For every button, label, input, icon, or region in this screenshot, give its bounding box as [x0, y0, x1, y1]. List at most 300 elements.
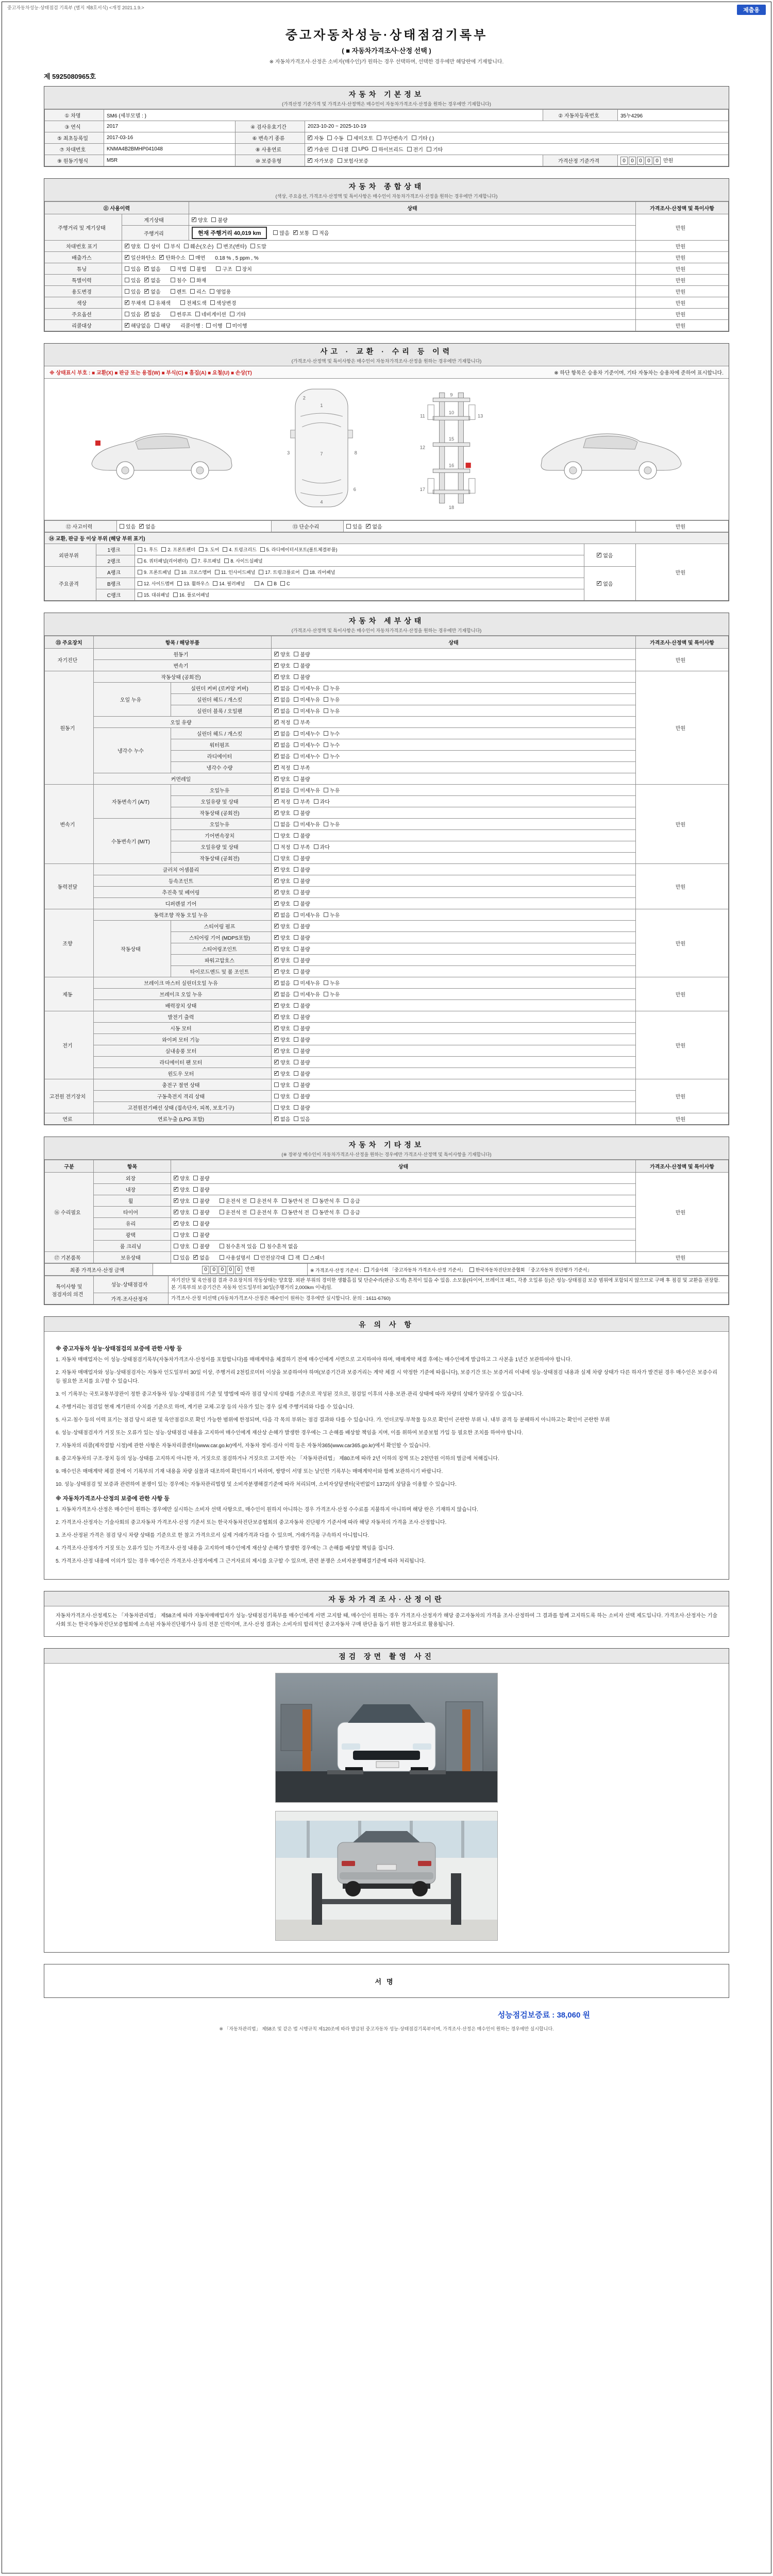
- cell: [171, 943, 272, 955]
- checkbox-icon: [274, 878, 279, 883]
- checkbox-option[interactable]: [294, 798, 310, 805]
- checkbox-option[interactable]: [294, 1104, 310, 1111]
- checkbox-option[interactable]: [149, 299, 171, 307]
- checkbox-option[interactable]: [338, 157, 368, 164]
- checkbox-option[interactable]: [171, 276, 187, 284]
- checkbox-icon: [274, 980, 279, 985]
- checkbox-option[interactable]: [274, 1070, 290, 1077]
- checkbox-option[interactable]: [324, 741, 340, 749]
- checkbox-option[interactable]: [193, 1208, 209, 1216]
- checkbox-icon: [294, 946, 298, 951]
- checkbox-option[interactable]: [280, 581, 290, 586]
- checkbox-label: 있음: [180, 1256, 190, 1262]
- checkbox-option[interactable]: [139, 522, 155, 530]
- checkbox-option[interactable]: [174, 1185, 190, 1193]
- checkbox-option[interactable]: [324, 752, 340, 760]
- checkbox-option[interactable]: [274, 956, 290, 964]
- checkbox-option[interactable]: [294, 1002, 310, 1009]
- checkbox-option[interactable]: [216, 265, 232, 273]
- checkbox-option[interactable]: [274, 1036, 290, 1043]
- checkbox-option[interactable]: [294, 764, 310, 771]
- amount-digit: 0: [210, 1266, 217, 1274]
- checkbox-label: 양호: [180, 1233, 190, 1239]
- cell: [636, 1173, 729, 1252]
- checkbox-option[interactable]: [327, 134, 343, 142]
- checkbox-option[interactable]: [274, 684, 290, 692]
- checkbox-option[interactable]: [213, 580, 245, 587]
- checkbox-option[interactable]: [174, 1174, 190, 1182]
- checkbox-option[interactable]: [597, 551, 613, 559]
- checkbox-option[interactable]: [174, 1253, 190, 1261]
- checkbox-option[interactable]: [274, 798, 290, 805]
- checkbox-option[interactable]: [144, 287, 160, 295]
- checkbox-label: 6. 쿼터패널(리어펜더): [144, 558, 188, 564]
- checkbox-option[interactable]: [206, 321, 222, 329]
- checkbox-option[interactable]: [171, 265, 187, 273]
- checkbox-option[interactable]: [164, 242, 180, 250]
- checkbox-option[interactable]: [210, 287, 231, 295]
- checkbox-option[interactable]: [190, 265, 206, 273]
- checkbox-option[interactable]: [274, 922, 290, 930]
- checkbox-icon: [199, 547, 204, 552]
- checkbox-group: [125, 287, 164, 296]
- checkbox-option[interactable]: [193, 1253, 209, 1261]
- checkbox-option[interactable]: [294, 707, 320, 715]
- checkbox-icon: [294, 720, 298, 724]
- checkbox-option[interactable]: [195, 310, 226, 318]
- checkbox-option[interactable]: [294, 832, 310, 839]
- checkbox-option[interactable]: [274, 786, 290, 794]
- table-row: [45, 875, 729, 887]
- cell: [94, 909, 272, 921]
- checkbox-option[interactable]: [377, 134, 408, 142]
- checkbox-option[interactable]: [324, 707, 340, 715]
- checkbox-option[interactable]: [144, 276, 160, 284]
- checkbox-option[interactable]: [294, 650, 310, 658]
- checkbox-option[interactable]: [210, 299, 237, 307]
- cell: [45, 1011, 94, 1079]
- checkbox-option[interactable]: [294, 979, 320, 987]
- checkbox-option[interactable]: [274, 968, 290, 975]
- cell: [45, 649, 94, 671]
- checkbox-option[interactable]: [427, 145, 443, 153]
- checkbox-option[interactable]: [161, 546, 195, 553]
- checkbox-option[interactable]: [274, 673, 290, 681]
- cell: [635, 544, 728, 601]
- checkbox-option[interactable]: [294, 956, 310, 964]
- checkbox-option[interactable]: [273, 229, 289, 236]
- checkbox-option[interactable]: [260, 546, 338, 553]
- checkbox-option[interactable]: [175, 569, 211, 575]
- legend-note: ※ 하단 항목은 승용차 기준이며, 기타 자동차는 승용차에 준하여 표시합니다.: [554, 370, 724, 377]
- checkbox-option[interactable]: [294, 696, 320, 703]
- checkbox-group: [220, 1242, 302, 1250]
- checkbox-option[interactable]: [469, 1266, 592, 1273]
- checkbox-group: [274, 854, 314, 862]
- checkbox-option[interactable]: [294, 1070, 310, 1077]
- checkbox-option[interactable]: [236, 265, 252, 273]
- checkbox-icon: [324, 992, 328, 996]
- checkbox-option[interactable]: [274, 990, 290, 998]
- checkbox-option[interactable]: [308, 157, 334, 164]
- checkbox-icon: [293, 230, 298, 235]
- checkbox-option[interactable]: [173, 591, 209, 598]
- checkbox-option[interactable]: [294, 662, 310, 669]
- checkbox-option[interactable]: [193, 1197, 209, 1205]
- checkbox-option[interactable]: [192, 216, 208, 224]
- checkbox-option[interactable]: [324, 696, 340, 703]
- checkbox-option[interactable]: [125, 265, 141, 273]
- cell: [122, 275, 636, 286]
- checkbox-option[interactable]: [294, 752, 320, 760]
- checkbox-icon: [274, 754, 279, 758]
- checkbox-option[interactable]: [120, 522, 136, 530]
- checkbox-option[interactable]: [313, 229, 329, 236]
- svg-text:8: 8: [355, 450, 358, 456]
- checkbox-option[interactable]: [274, 979, 290, 987]
- checkbox-option[interactable]: [274, 1081, 290, 1089]
- checkbox-label: 이행: [212, 324, 223, 330]
- checkbox-option[interactable]: [346, 522, 362, 530]
- checkbox-option[interactable]: [294, 843, 310, 851]
- cell-label: 차대번호 표기: [66, 244, 97, 250]
- checkbox-option[interactable]: [274, 1092, 290, 1100]
- checkbox-option[interactable]: [313, 1208, 340, 1216]
- checkbox-icon: [161, 547, 166, 552]
- checkbox-option[interactable]: [294, 786, 320, 794]
- cell: [636, 671, 729, 785]
- checkbox-option[interactable]: [125, 321, 151, 329]
- checkbox-option[interactable]: [293, 229, 309, 236]
- checkbox-option[interactable]: [274, 1104, 290, 1111]
- checkbox-option[interactable]: [294, 1092, 310, 1100]
- checkbox-option[interactable]: [274, 934, 290, 941]
- checkbox-label: 스패너: [309, 1256, 325, 1262]
- checkbox-option[interactable]: [274, 741, 290, 749]
- checkbox-option[interactable]: [138, 557, 188, 564]
- checkbox-option[interactable]: [259, 569, 299, 575]
- checkbox-option[interactable]: [274, 945, 290, 953]
- checkbox-option[interactable]: [274, 752, 290, 760]
- cell: [272, 909, 636, 921]
- cell: [171, 762, 272, 773]
- checkbox-option[interactable]: [254, 1253, 285, 1261]
- cell-label: 스티어링 펌프: [204, 924, 236, 930]
- checkbox-option[interactable]: [177, 580, 209, 587]
- checkbox-option[interactable]: [294, 673, 310, 681]
- checkbox-option[interactable]: [138, 591, 170, 598]
- checkbox-option[interactable]: [274, 730, 290, 737]
- checkbox-option[interactable]: [314, 798, 330, 805]
- checkbox-option[interactable]: [171, 310, 192, 318]
- checkbox-label: 양호: [280, 1106, 291, 1112]
- checkbox-option[interactable]: [138, 580, 174, 587]
- checkbox-option[interactable]: [217, 242, 246, 250]
- checkbox-option[interactable]: [255, 581, 264, 586]
- checkbox-option[interactable]: [294, 922, 310, 930]
- checkbox-option[interactable]: [193, 1242, 209, 1250]
- section-detail-header: [44, 613, 729, 636]
- checkbox-option[interactable]: [211, 216, 227, 224]
- checkbox-option[interactable]: [294, 809, 310, 817]
- checkbox-option[interactable]: [308, 134, 324, 142]
- checkbox-option[interactable]: [274, 775, 290, 783]
- checkbox-option[interactable]: [138, 546, 158, 553]
- checkbox-option[interactable]: [597, 580, 613, 587]
- checkbox-option[interactable]: [324, 684, 340, 692]
- checkbox-option[interactable]: [274, 900, 290, 907]
- checkbox-option[interactable]: [366, 522, 382, 530]
- table-row: [45, 660, 729, 671]
- cell-label: 라디에이터: [207, 754, 232, 760]
- checkbox-option[interactable]: [174, 1231, 190, 1239]
- checkbox-option[interactable]: [294, 1013, 310, 1021]
- checkbox-icon: [274, 924, 279, 928]
- checkbox-option[interactable]: [347, 134, 374, 142]
- checkbox-icon: [427, 147, 431, 151]
- checkbox-label: 영업용: [216, 290, 231, 296]
- checkbox-option[interactable]: [364, 1266, 466, 1273]
- checkbox-option[interactable]: [171, 287, 187, 295]
- signature-area[interactable]: [44, 1964, 729, 1997]
- checkbox-option[interactable]: [274, 854, 290, 862]
- checkbox-option[interactable]: [199, 546, 219, 553]
- checkbox-option[interactable]: [138, 569, 171, 575]
- checkbox-icon: [159, 255, 164, 260]
- checkbox-option[interactable]: [274, 1024, 290, 1032]
- checkbox-icon: [120, 524, 124, 529]
- checkbox-option[interactable]: [125, 253, 156, 261]
- checkbox-option[interactable]: [282, 1208, 309, 1216]
- checkbox-icon: [294, 1116, 298, 1121]
- checkbox-option[interactable]: [294, 900, 310, 907]
- checkbox-option[interactable]: [184, 242, 213, 250]
- checkbox-option[interactable]: [294, 741, 320, 749]
- checkbox-option[interactable]: [174, 1197, 190, 1205]
- checkbox-option[interactable]: [324, 730, 340, 737]
- checkbox-option[interactable]: [223, 546, 256, 553]
- cell: [272, 898, 636, 909]
- checkbox-option[interactable]: [274, 911, 290, 919]
- checkbox-option[interactable]: [230, 310, 246, 318]
- checkbox-option[interactable]: [304, 1253, 325, 1261]
- checkbox-option[interactable]: [274, 696, 290, 703]
- checkbox-option[interactable]: [267, 581, 277, 586]
- checkbox-option[interactable]: [294, 1115, 310, 1123]
- checkbox-option[interactable]: [294, 730, 320, 737]
- checkbox-option[interactable]: [294, 1081, 310, 1089]
- cell-label: ⑫ 사고이력: [65, 524, 93, 531]
- cell: [305, 132, 729, 144]
- checkbox-option[interactable]: [144, 242, 160, 250]
- checkbox-option[interactable]: [215, 569, 256, 575]
- checkbox-option[interactable]: [274, 1047, 290, 1055]
- checkbox-group: [125, 298, 174, 307]
- checkbox-group: [274, 1103, 314, 1112]
- checkbox-option[interactable]: [294, 854, 310, 862]
- inspection-photo-2: [275, 1811, 498, 1941]
- checkbox-option[interactable]: [294, 684, 320, 692]
- checkbox-option[interactable]: [144, 310, 160, 318]
- checkbox-option[interactable]: [274, 1115, 290, 1123]
- checkbox-option[interactable]: [174, 1208, 190, 1216]
- checkbox-group: [274, 1035, 314, 1044]
- checkbox-option[interactable]: [294, 877, 310, 885]
- checkbox-option[interactable]: [125, 299, 146, 307]
- checkbox-option[interactable]: [220, 1253, 250, 1261]
- checkbox-option[interactable]: [180, 299, 207, 307]
- checkbox-option[interactable]: [274, 1002, 290, 1009]
- table-header-row: [45, 202, 729, 214]
- checkbox-option[interactable]: [125, 310, 141, 318]
- checkbox-icon: [171, 278, 175, 282]
- checkbox-option[interactable]: [274, 843, 290, 851]
- checkbox-option[interactable]: [294, 820, 320, 828]
- checkbox-option[interactable]: [274, 764, 290, 771]
- checkbox-option[interactable]: [344, 1197, 360, 1205]
- checkbox-option[interactable]: [294, 1024, 310, 1032]
- checkbox-label: 없음: [145, 524, 156, 531]
- checkbox-option[interactable]: [289, 1253, 300, 1261]
- checkbox-option[interactable]: [193, 1219, 209, 1227]
- checkbox-icon: [274, 833, 279, 838]
- checkbox-option[interactable]: [190, 276, 206, 284]
- table-row: [45, 717, 729, 728]
- checkbox-option[interactable]: [294, 775, 310, 783]
- checkbox-option[interactable]: [274, 662, 290, 669]
- checkbox-option[interactable]: [125, 242, 141, 250]
- checkbox-option[interactable]: [313, 1197, 340, 1205]
- checkbox-group: [138, 568, 339, 576]
- checkbox-option[interactable]: [274, 820, 290, 828]
- cell: [45, 144, 104, 155]
- checkbox-option[interactable]: [250, 1197, 278, 1205]
- checkbox-group: [171, 310, 250, 318]
- checkbox-group: [274, 774, 314, 783]
- checkbox-label: 양호: [198, 218, 208, 224]
- cell-label: 리콜대상: [72, 324, 92, 330]
- checkbox-label: 네비게이션: [201, 312, 226, 318]
- checkbox-icon: [324, 686, 328, 690]
- cell-label: 자기진단: [57, 658, 78, 664]
- checkbox-option[interactable]: [193, 1231, 209, 1239]
- checkbox-option[interactable]: [189, 253, 205, 261]
- checkbox-option[interactable]: [324, 786, 340, 794]
- checkbox-option[interactable]: [250, 1208, 278, 1216]
- amount-digits: [202, 1266, 242, 1274]
- column-header: 항목 / 해당부품: [94, 636, 272, 649]
- checkbox-option[interactable]: [190, 287, 206, 295]
- checkbox-option[interactable]: [274, 877, 290, 885]
- checkbox-option[interactable]: [294, 968, 310, 975]
- checkbox-icon: [308, 135, 312, 140]
- checkbox-option[interactable]: [125, 276, 141, 284]
- checkbox-option[interactable]: [294, 934, 310, 941]
- checkbox-option[interactable]: [274, 809, 290, 817]
- checkbox-option[interactable]: [260, 1242, 298, 1250]
- checkbox-option[interactable]: [314, 843, 330, 851]
- checkbox-option[interactable]: [220, 1242, 257, 1250]
- checkbox-group: [274, 1046, 314, 1055]
- checkbox-option[interactable]: [274, 707, 290, 715]
- checkbox-option[interactable]: [144, 265, 160, 273]
- checkbox-option[interactable]: [294, 888, 310, 896]
- checkbox-label: 양호: [280, 834, 291, 840]
- checkbox-option[interactable]: [193, 1185, 209, 1193]
- checkbox-option[interactable]: [308, 145, 329, 153]
- checkbox-option[interactable]: [294, 1058, 310, 1066]
- checkbox-option[interactable]: [352, 146, 368, 152]
- checkbox-option[interactable]: [282, 1197, 309, 1205]
- cell-label: 커먼레일: [171, 777, 191, 783]
- checkbox-label: 도말: [256, 244, 266, 250]
- checkbox-icon: [210, 289, 214, 294]
- checkbox-option[interactable]: [294, 1036, 310, 1043]
- checkbox-option[interactable]: [274, 866, 290, 873]
- checkbox-option[interactable]: [274, 888, 290, 896]
- checkbox-label: 운전석 후: [257, 1199, 278, 1205]
- checkbox-icon: [125, 289, 129, 294]
- checkbox-option[interactable]: [407, 145, 423, 153]
- checkbox-option[interactable]: [193, 1174, 209, 1182]
- checkbox-icon: [313, 230, 317, 235]
- checkbox-option[interactable]: [174, 1219, 190, 1227]
- checkbox-option[interactable]: [192, 557, 221, 564]
- checkbox-option[interactable]: [304, 569, 335, 575]
- cell-label: 가격·조사산정자: [111, 1297, 148, 1303]
- cell: [272, 739, 636, 751]
- cell-text: 만원: [675, 1117, 686, 1123]
- checkbox-label: 불량: [300, 868, 310, 874]
- checkbox-option[interactable]: [324, 911, 340, 919]
- checkbox-option[interactable]: [294, 866, 310, 873]
- checkbox-option[interactable]: [125, 287, 141, 295]
- cell: [122, 263, 636, 275]
- cell: [153, 1264, 308, 1275]
- checkbox-option[interactable]: [274, 718, 290, 726]
- checkbox-option[interactable]: [294, 990, 320, 998]
- checkbox-option[interactable]: [324, 820, 340, 828]
- checkbox-icon: [274, 867, 279, 872]
- checkbox-option[interactable]: [220, 1197, 247, 1205]
- checkbox-option[interactable]: [344, 1208, 360, 1216]
- cell-label: 수동변속기 (M/T): [111, 839, 150, 845]
- checkbox-option[interactable]: [224, 557, 262, 564]
- checkbox-option[interactable]: [372, 145, 403, 153]
- checkbox-option[interactable]: [274, 832, 290, 839]
- checkbox-option[interactable]: [332, 145, 348, 153]
- checkbox-option[interactable]: [294, 945, 310, 953]
- checkbox-option[interactable]: [294, 1047, 310, 1055]
- checkbox-option[interactable]: [220, 1208, 247, 1216]
- checkbox-option[interactable]: [274, 650, 290, 658]
- checkbox-option[interactable]: [324, 990, 340, 998]
- checkbox-option[interactable]: [250, 242, 266, 250]
- checkbox-label: 동반석 후: [318, 1210, 341, 1216]
- checkbox-option[interactable]: [412, 134, 434, 142]
- checkbox-option[interactable]: [155, 321, 171, 329]
- checkbox-option[interactable]: [274, 1013, 290, 1021]
- checkbox-option[interactable]: [159, 253, 186, 261]
- checkbox-option[interactable]: [294, 911, 320, 919]
- checkbox-option[interactable]: [294, 718, 310, 726]
- checkbox-option[interactable]: [274, 1058, 290, 1066]
- checkbox-option[interactable]: [174, 1242, 190, 1250]
- checkbox-option[interactable]: [324, 979, 340, 987]
- cell: [94, 1068, 272, 1079]
- checkbox-option[interactable]: [226, 321, 247, 329]
- checkbox-icon: [294, 1048, 298, 1053]
